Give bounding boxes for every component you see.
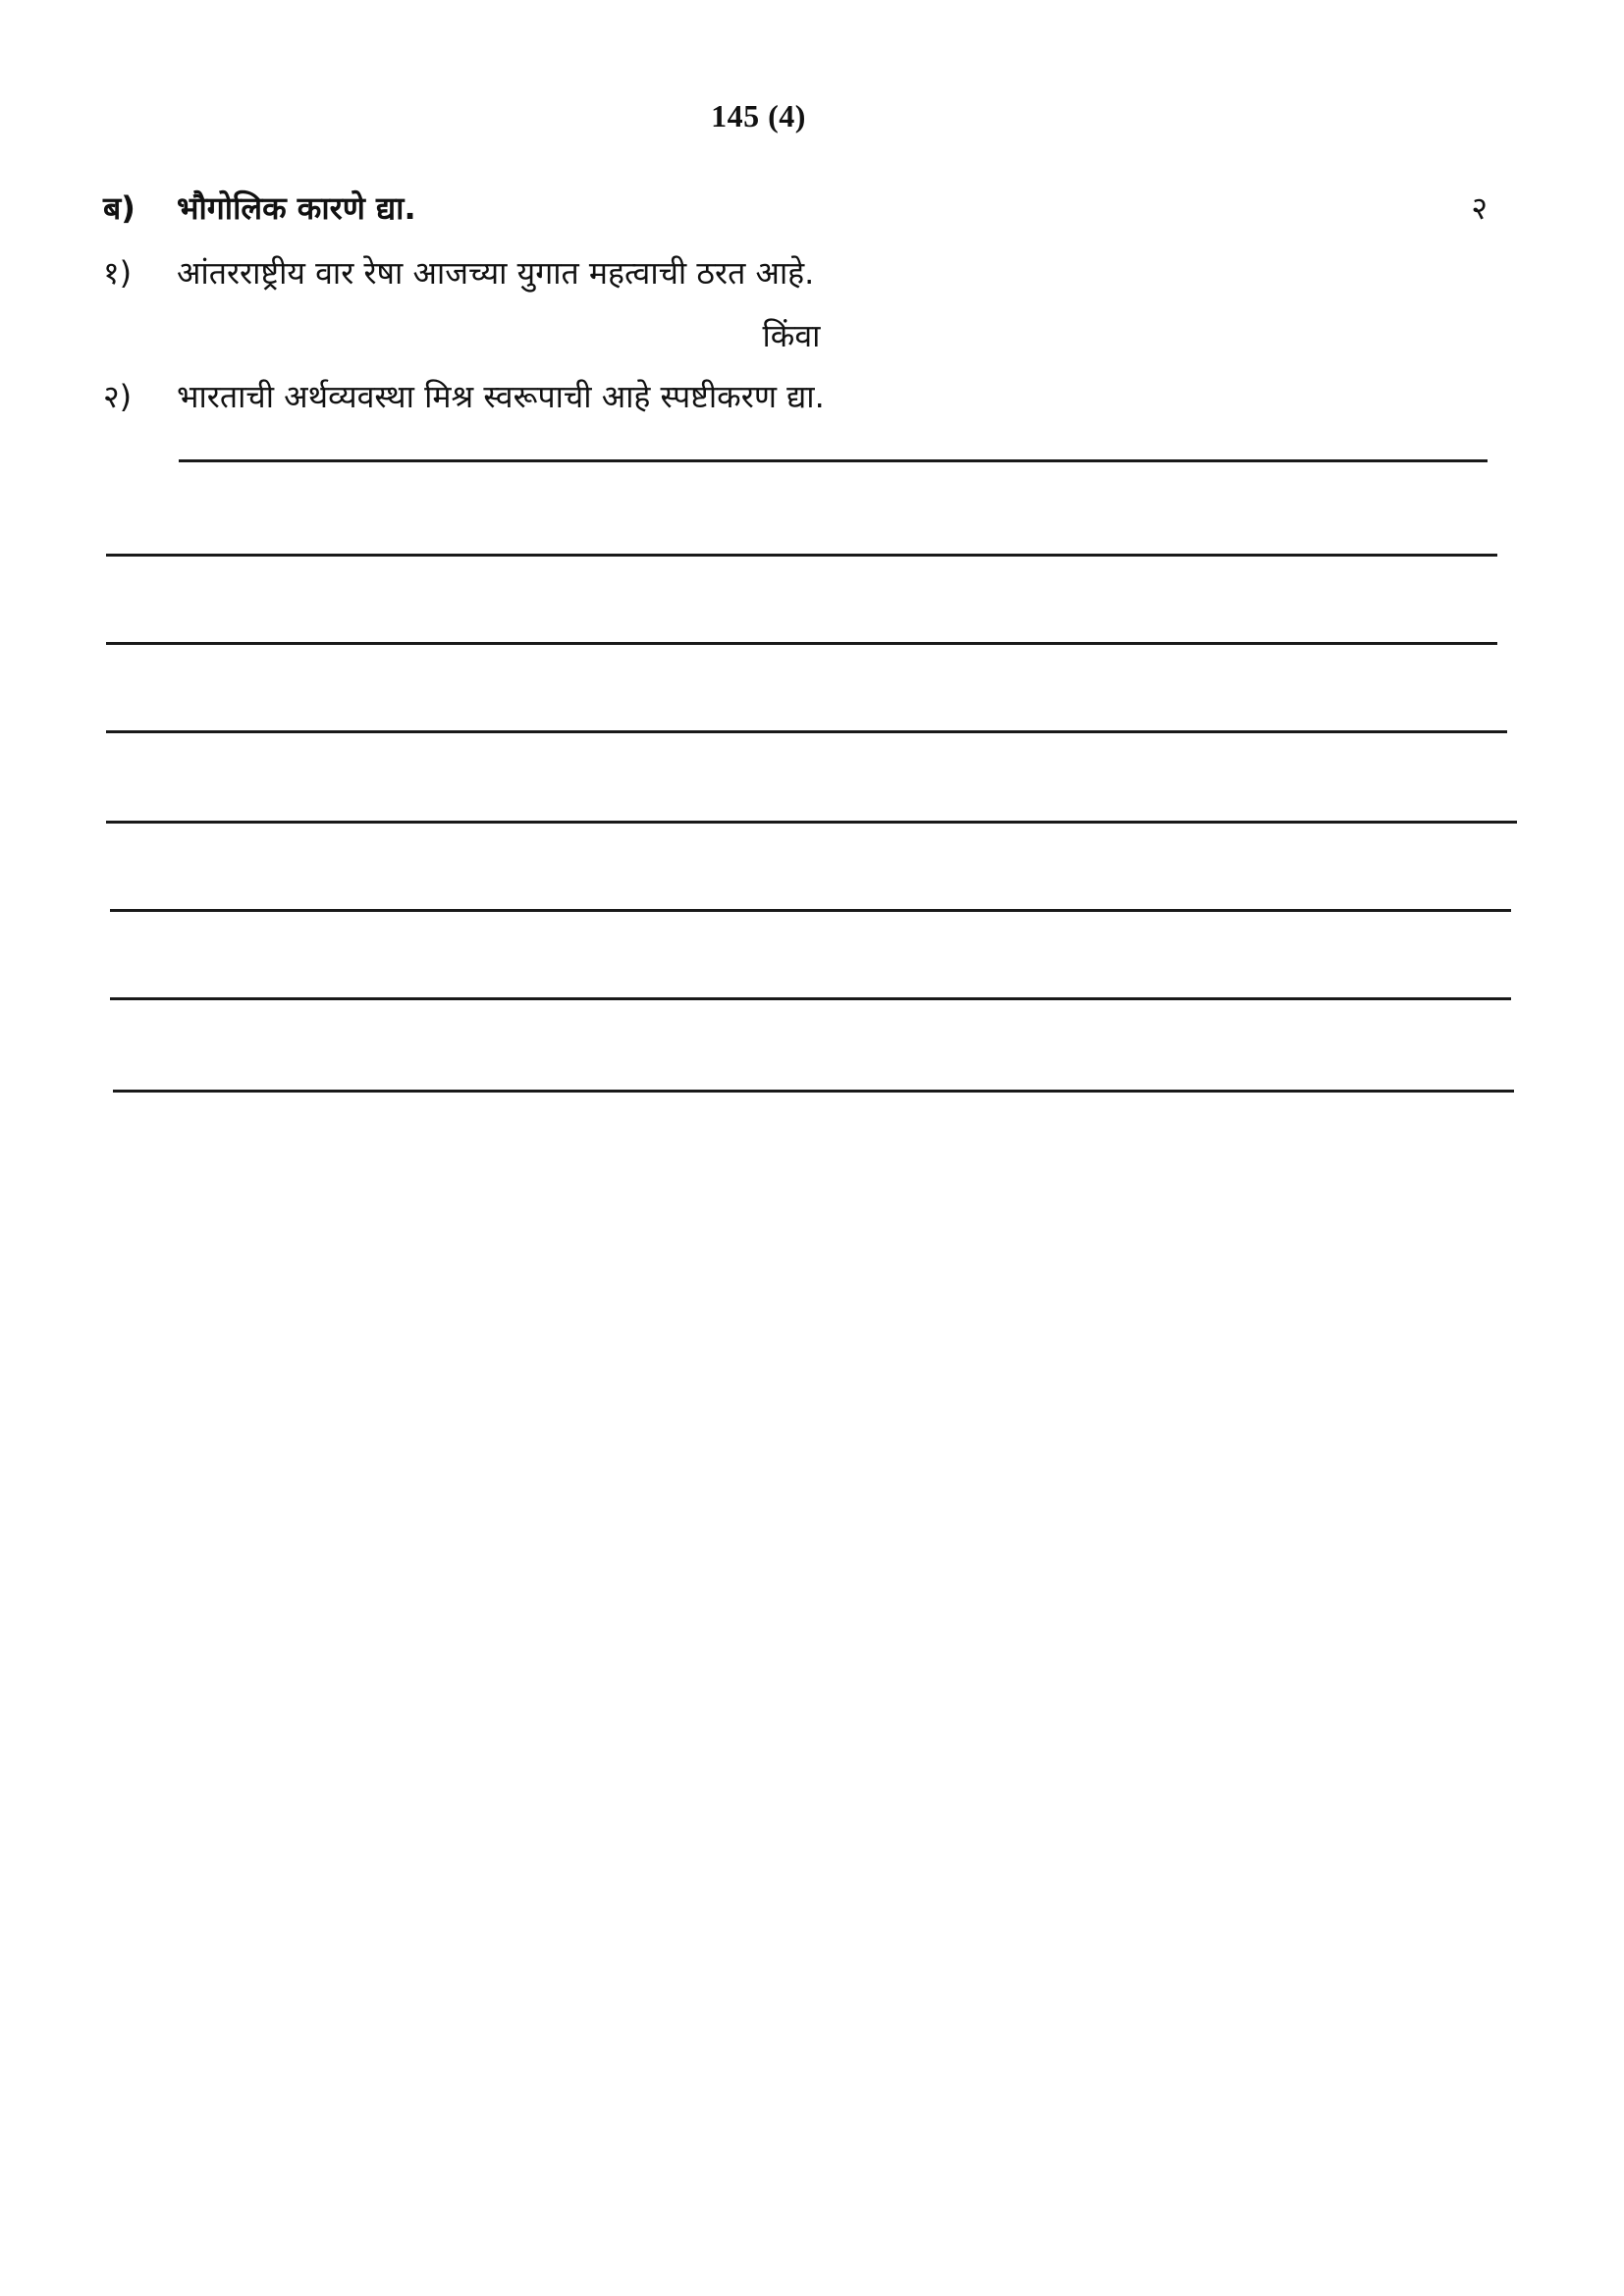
answer-line [110,997,1511,1000]
question-number: २) [103,378,133,415]
section-marks: २ [1471,189,1488,227]
question-text: भारताची अर्थव्यवस्था मिश्र स्वरूपाची आहे स्पष्टीकरण द्या. [177,378,825,415]
answer-line [179,459,1488,462]
answer-line [110,909,1511,912]
question-2 [103,375,1478,422]
section-title: भौगोलिक कारणे द्या. [177,189,416,227]
answer-line [106,730,1507,733]
page-header: 145 (4) [711,98,806,133]
answer-line [106,554,1497,557]
answer-line [113,1090,1514,1093]
question-1 [103,251,1478,298]
section-label: ब) [103,189,135,227]
answer-line [106,642,1497,645]
answer-line [106,821,1517,824]
question-number: १) [103,254,133,292]
or-separator: किंवा [762,317,821,354]
question-text: आंतरराष्ट्रीय वार रेषा आजच्या युगात महत्वाची ठरत आहे. [177,254,815,292]
section-heading [103,187,1488,234]
